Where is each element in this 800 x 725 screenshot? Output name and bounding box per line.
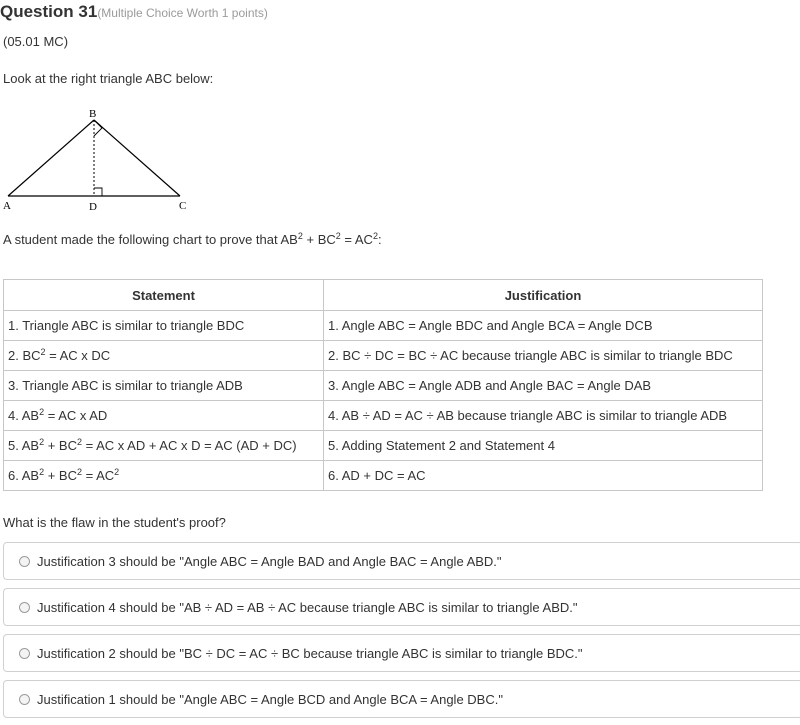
- prompt-text: A student made the following chart to prove that AB: [3, 232, 298, 247]
- answer-option-2[interactable]: [3, 588, 800, 626]
- prompt-mid: + BC: [302, 232, 336, 247]
- statement-text: = AC: [81, 468, 115, 483]
- exponent: 2: [39, 467, 45, 477]
- exponent: 2: [297, 231, 303, 241]
- vertex-label-a: A: [3, 200, 11, 212]
- question-intro: Look at the right triangle ABC below:: [3, 71, 214, 86]
- answer-option-label: Justification 1 should be "Angle ABC = Angle BCD and Angle BCA = Angle DBC.": [37, 692, 503, 707]
- proof-table: [3, 279, 763, 491]
- justification-cell: 6. AD + DC = AC: [324, 461, 763, 491]
- radio-button[interactable]: [19, 648, 30, 659]
- table-row: [4, 431, 763, 461]
- answer-option-label: Justification 3 should be "Angle ABC = Angle BAD and Angle BAC = Angle ABD.": [37, 554, 502, 569]
- justification-cell: 2. BC ÷ DC = BC ÷ AC because triangle ABC is similar to triangle BDC: [324, 341, 763, 371]
- statement-cell: [4, 401, 324, 431]
- statement-text: + BC: [44, 438, 77, 453]
- exponent: 2: [114, 467, 120, 477]
- statement-cell: [4, 341, 324, 371]
- radio-button[interactable]: [19, 694, 30, 705]
- table-row: [4, 401, 763, 431]
- statement-text: 6. AB: [8, 468, 40, 483]
- answer-option-label: Justification 4 should be "AB ÷ AD = AB ÷ AC because triangle ABC is similar to triangle ABD.": [37, 600, 578, 615]
- prompt-tail: :: [377, 232, 382, 247]
- answer-option-3[interactable]: [3, 634, 800, 672]
- justification-cell: 5. Adding Statement 2 and Statement 4: [324, 431, 763, 461]
- exponent: 2: [40, 347, 46, 357]
- statement-cell: [4, 461, 324, 491]
- justification-cell: 4. AB ÷ AD = AC ÷ AB because triangle ABC is similar to triangle ADB: [324, 401, 763, 431]
- justification-cell: 3. Angle ABC = Angle ADB and Angle BAC = Angle DAB: [324, 371, 763, 401]
- statement-text: + BC: [44, 468, 77, 483]
- triangle-figure: [3, 107, 188, 214]
- statement-cell: 1. Triangle ABC is similar to triangle BDC: [4, 311, 324, 341]
- table-row: [4, 371, 763, 401]
- statement-cell: [4, 431, 324, 461]
- table-row: [4, 461, 763, 491]
- exponent: 2: [76, 437, 82, 447]
- exponent: 2: [76, 467, 82, 477]
- answer-option-label: Justification 2 should be "BC ÷ DC = AC ÷ BC because triangle ABC is similar to triangle BDC.": [37, 646, 583, 661]
- statement-cell: 3. Triangle ABC is similar to triangle ADB: [4, 371, 324, 401]
- question-code: (05.01 MC): [3, 34, 69, 49]
- radio-button[interactable]: [19, 602, 30, 613]
- radio-button[interactable]: [19, 556, 30, 567]
- prompt-end: = AC: [340, 232, 373, 247]
- figure-background: [3, 107, 188, 214]
- question-points: (Multiple Choice Worth 1 points): [97, 6, 268, 20]
- statement-text: = AC x AD: [44, 408, 108, 423]
- answer-option-1[interactable]: [3, 542, 800, 580]
- statement-text: 2. BC: [8, 348, 41, 363]
- exponent: 2: [335, 231, 341, 241]
- exponent: 2: [39, 407, 45, 417]
- proof-prompt: [3, 232, 382, 247]
- table-header-row: [4, 280, 763, 311]
- header-justification: Justification: [324, 280, 763, 311]
- exponent: 2: [39, 437, 45, 447]
- statement-text: 5. AB: [8, 438, 40, 453]
- vertex-label-c: C: [179, 200, 187, 212]
- header-statement: Statement: [4, 280, 324, 311]
- question-title: Question 31: [0, 2, 98, 21]
- question-header: [0, 2, 268, 22]
- vertex-label-d: D: [89, 201, 97, 213]
- table-row: [4, 311, 763, 341]
- answer-option-4[interactable]: [3, 680, 800, 718]
- vertex-label-b: B: [89, 108, 97, 120]
- statement-text: = AC x AD + AC x D = AC (AD + DC): [81, 438, 297, 453]
- exponent: 2: [372, 231, 378, 241]
- table-row: [4, 341, 763, 371]
- justification-cell: 1. Angle ABC = Angle BDC and Angle BCA = Angle DCB: [324, 311, 763, 341]
- statement-text: = AC x DC: [45, 348, 111, 363]
- question-ask: What is the flaw in the student's proof?: [3, 515, 226, 530]
- statement-text: 4. AB: [8, 408, 40, 423]
